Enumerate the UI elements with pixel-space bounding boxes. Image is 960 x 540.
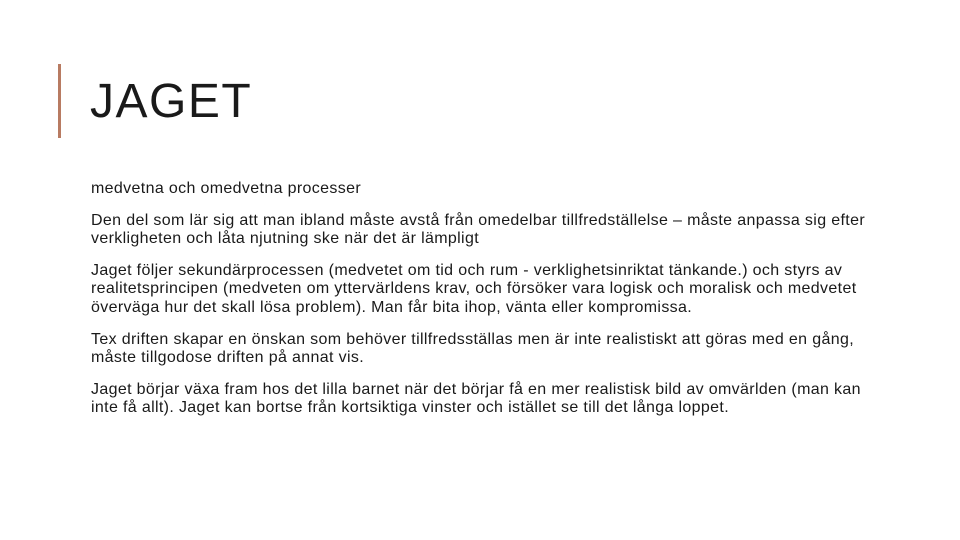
paragraph-2: Den del som lär sig att man ibland måste avstå från omedelbar tillfredställelse – måste anpassa sig efter verkligheten och låta njutning ske när det är lämpligt — [91, 211, 865, 248]
paragraph-1: medvetna och omedvetna processer — [91, 180, 362, 197]
slide-body — [91, 180, 871, 431]
paragraph-4: Tex driften skapar en önskan som behöver tillfredsställas men är inte realistiskt att göras med en gång, måste tillgodose driften på annat vis. — [91, 330, 854, 367]
title-accent-bar — [58, 64, 61, 138]
slide-title: JAGET — [90, 75, 253, 128]
paragraph-5: Jaget börjar växa fram hos det lilla barnet när det börjar få en mer realistisk bild av omvärlden (man kan inte få allt). Jaget kan bortse från kortsiktiga vinster och istället se till det långa loppet. — [91, 380, 861, 417]
paragraph-3: Jaget följer sekundärprocessen (medvetet om tid och rum - verklighetsinriktat tänkande.) och styrs av realitetsprincipen (medveten om yttervärldens krav, och försöker vara logisk och moralisk och medvetet överväga hur det skall lösa problem). Man får bita ihop, vänta eller kompromissa. — [91, 261, 857, 316]
